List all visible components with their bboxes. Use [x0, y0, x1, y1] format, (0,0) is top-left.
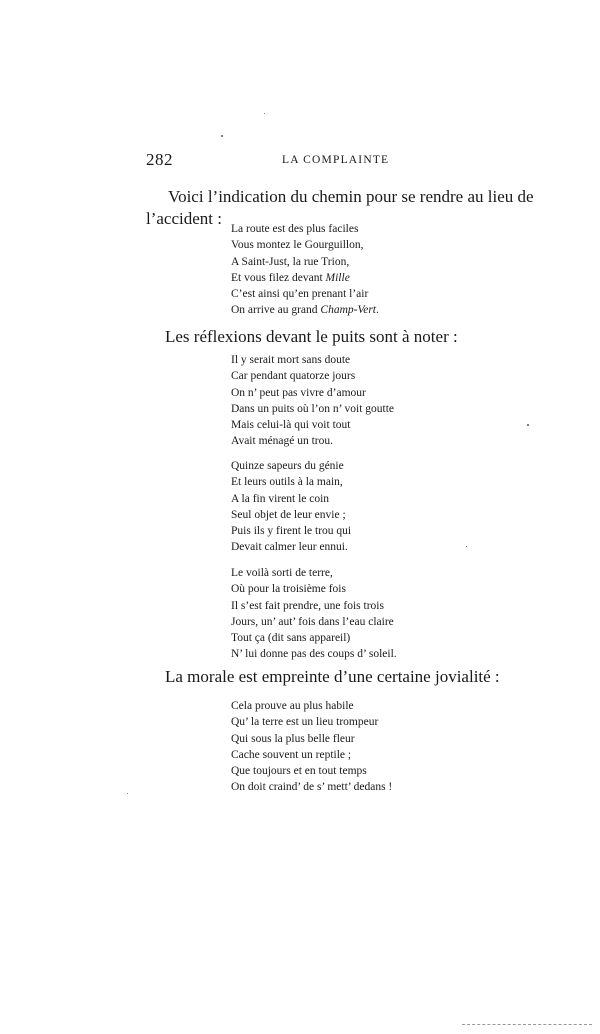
paragraph-reflections: Les réflexions devant le puits sont à noter :: [165, 327, 458, 346]
verse-line: Devait calmer leur ennui.: [231, 541, 348, 554]
verse-line: Cache souvent un reptile ;: [231, 748, 352, 761]
verse-line: Vous montez le Gourguillon,: [231, 239, 364, 252]
verse-line: La route est des plus faciles: [231, 223, 359, 235]
ink-speck: [527, 424, 529, 426]
verse-line: Mais celui-là qui voit tout: [231, 419, 351, 432]
verse-line: Puis ils y firent le trou qui: [231, 525, 352, 538]
verse-line: Qu’ la terre est un lieu trompeur: [231, 716, 379, 729]
verse-line: Le voilà sorti de terre,: [231, 567, 333, 579]
stanza: [231, 352, 394, 450]
stanza: [231, 458, 351, 556]
verse-line: Quinze sapeurs du génie: [231, 460, 344, 472]
stanza: [231, 698, 392, 796]
verse-line: A Saint-Just, la rue Trion,: [231, 255, 350, 268]
verse-line: On arrive au grand Champ-Vert.: [231, 304, 379, 317]
verse-line: On doit craind’ de s’ mett’ dedans !: [231, 781, 393, 794]
ink-speck: [127, 793, 128, 794]
verse-line: Où pour la troisième fois: [231, 583, 346, 596]
verse-line: Car pendant quatorze jours: [231, 370, 356, 383]
verse-line: Et vous filez devant Mille: [231, 271, 350, 284]
ink-speck: [264, 113, 265, 114]
page-number: 282: [146, 150, 173, 169]
verse-line: Cela prouve au plus habile: [231, 700, 354, 712]
verse-line: Et leurs outils à la main,: [231, 476, 343, 489]
ink-speck: [221, 135, 223, 137]
verse-line: Seul objet de leur envie ;: [231, 508, 346, 521]
verse-line: On n’ peut pas vivre d’amour: [231, 386, 366, 399]
paragraph-moral: La morale est empreinte d’une certaine jovialité :: [165, 667, 500, 686]
verse-line: Il y serait mort sans doute: [231, 354, 351, 366]
verse-line: Que toujours et en tout temps: [231, 765, 367, 778]
verse-line: N’ lui donne pas des coups d’ soleil.: [231, 648, 397, 661]
verse-line: Tout ça (dit sans appareil): [231, 632, 351, 645]
paragraph-line: Voici l’indication du chemin pour se rendre au lieu de: [168, 187, 534, 206]
verse-line: Qui sous la plus belle fleur: [231, 732, 355, 745]
verse-line: Dans un puits où l’on n’ voit goutte: [231, 402, 395, 415]
verse-line: Jours, un’ aut’ fois dans l’eau claire: [231, 615, 394, 628]
paragraph-line: l’accident :: [146, 209, 222, 228]
ink-speck: [466, 546, 467, 547]
verse-line: Il s’est fait prendre, une fois trois: [231, 599, 384, 612]
stanza: [231, 565, 397, 663]
verse-line: Avait ménagé un trou.: [231, 435, 333, 448]
running-title: LA COMPLAINTE: [282, 154, 390, 166]
footer-rule: [462, 1024, 592, 1027]
verse-line: C’est ainsi qu’en prenant l’air: [231, 288, 369, 301]
verse-line: A la fin virent le coin: [231, 492, 330, 505]
stanza: [231, 221, 379, 319]
